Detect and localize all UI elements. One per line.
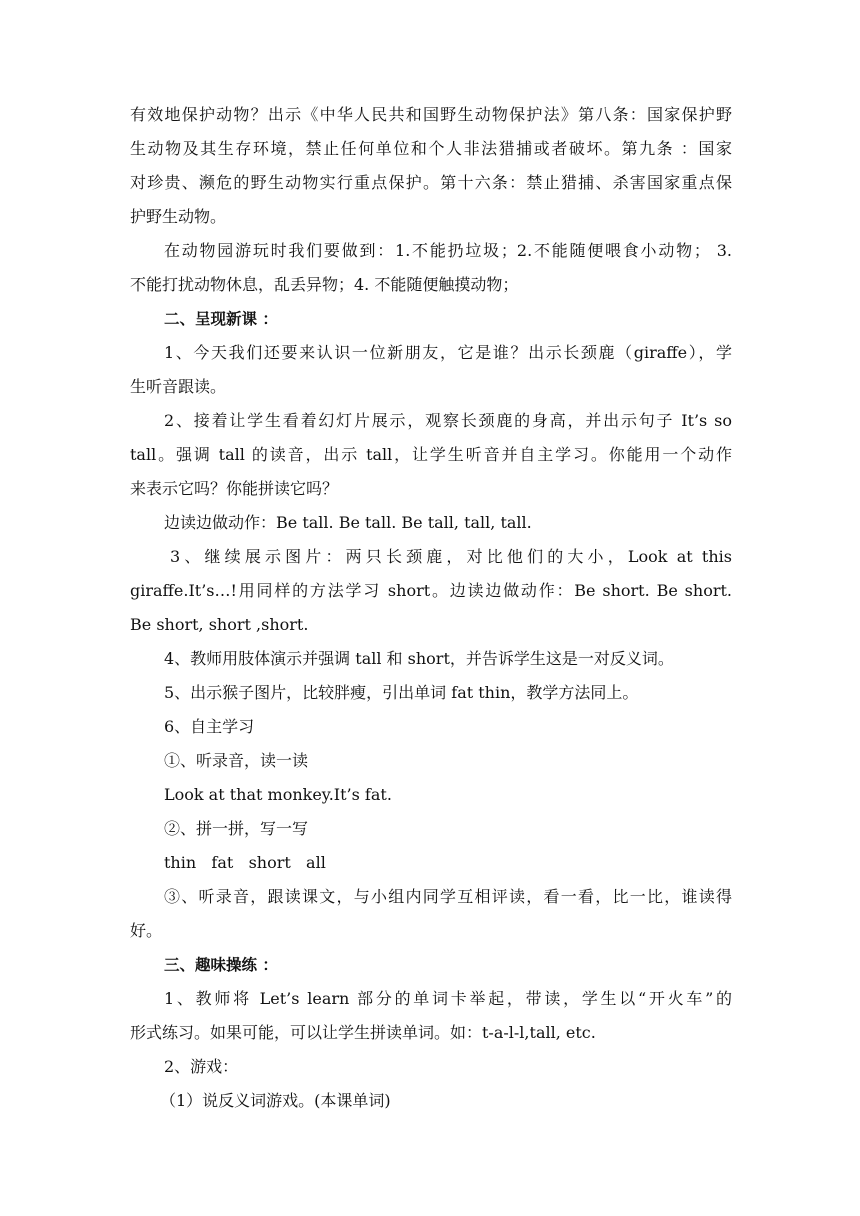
paragraph-line: 2、游戏： xyxy=(164,1057,239,1076)
paragraph-line: 对珍贵、濒危的野生动物实行重点保护。第十六条：禁止猎捕、杀害国家重点保 xyxy=(130,173,732,192)
paragraph-line: 生听音跟读。 xyxy=(130,377,227,396)
paragraph-line: 3、继续展示图片：两只长颈鹿，对比他们的大小，Look at this xyxy=(170,547,732,566)
paragraph-line: （1）说反义词游戏。(本课单词) xyxy=(160,1091,391,1110)
paragraph-line: 4、教师用肢体演示并强调 tall 和 short，并告诉学生这是一对反义词。 xyxy=(164,649,674,668)
paragraph-line: ③、听录音，跟读课文，与小组内同学互相评读，看一看，比一比，谁读得 xyxy=(164,887,732,906)
paragraph-line: 边读边做动作：Be tall. Be tall. Be tall, tall, tall. xyxy=(164,513,532,532)
paragraph-line: ①、听录音，读一读 xyxy=(164,751,309,770)
paragraph-line: ②、拼一拼，写一写 xyxy=(164,819,309,838)
paragraph-line: 生动物及其生存环境，禁止任何单位和个人非法猎捕或者破坏。第九条 ：国家 xyxy=(130,139,732,158)
section-heading: 三、趣味操练 ： xyxy=(164,956,278,974)
paragraph-line: 5、出示猴子图片，比较胖瘦，引出单词 fat thin，教学方法同上。 xyxy=(164,683,639,702)
paragraph-line: 2、接着让学生看着幻灯片展示，观察长颈鹿的身高，并出示句子 It’s so xyxy=(164,411,732,430)
paragraph-line: 在动物园游玩时我们要做到：1.不能扔垃圾；2.不能随便喂食小动物； 3. xyxy=(164,241,732,260)
paragraph-line: 1、今天我们还要来认识一位新朋友，它是谁？出示长颈鹿（giraffe），学 xyxy=(164,343,732,362)
paragraph-line: 好。 xyxy=(130,921,163,940)
paragraph-line: Be short, short ,short. xyxy=(130,615,309,634)
paragraph-line: 不能打扰动物休息，乱丢异物；4. 不能随便触摸动物； xyxy=(130,275,519,294)
section-heading: 二、呈现新课 ： xyxy=(164,310,278,328)
paragraph-line: 形式练习。如果可能，可以让学生拼读单词。如：t-a-l-l,tall, etc. xyxy=(130,1023,596,1042)
paragraph-line: 有效地保护动物？出示《中华人民共和国野生动物保护法》第八条：国家保护野 xyxy=(130,105,732,124)
paragraph-line: giraffe.It’s…!用同样的方法学习 short。边读边做动作：Be short. Be short. xyxy=(130,581,732,600)
paragraph-line: thin fat short all xyxy=(164,853,326,872)
paragraph-line: 护野生动物。 xyxy=(130,207,227,226)
paragraph-line: 来表示它吗？你能拼读它吗？ xyxy=(130,479,339,498)
paragraph-line: 1、教师将 Let’s learn 部分的单词卡举起，带读，学生以“开火车”的 xyxy=(164,989,732,1008)
paragraph-line: Look at that monkey.It’s fat. xyxy=(164,785,392,804)
paragraph-line: tall。强调 tall 的读音，出示 tall，让学生听音并自主学习。你能用一个动作 xyxy=(130,445,732,464)
paragraph-line: 6、自主学习 xyxy=(164,717,255,736)
